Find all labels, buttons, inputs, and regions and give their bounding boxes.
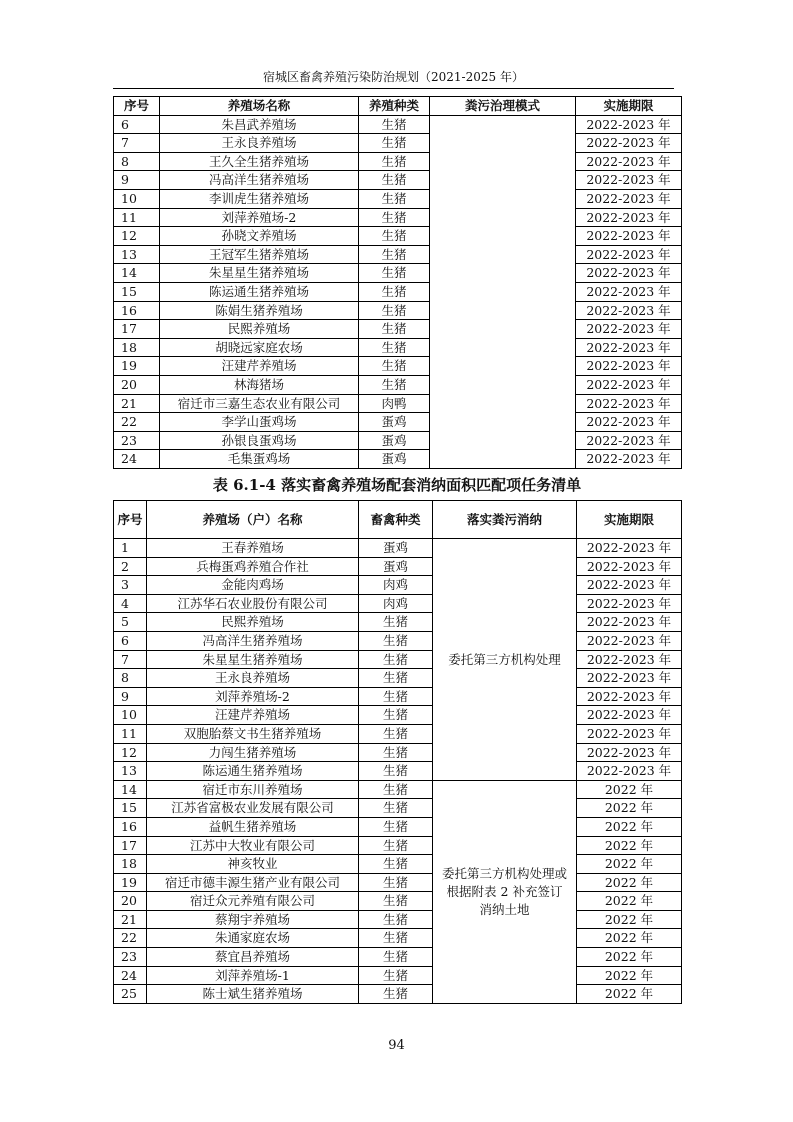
table-row	[114, 613, 682, 632]
implementation-period: 2022-2023 年	[577, 724, 682, 743]
measure-cell-third-party: 委托第三方机构处理	[433, 539, 577, 781]
row-number: 25	[114, 985, 147, 1004]
table-row	[114, 650, 682, 669]
farm-name: 宿迁市东川养殖场	[147, 780, 359, 799]
farm-name: 神亥牧业	[147, 855, 359, 874]
farm-name: 宿迁市德丰源生猪产业有限公司	[147, 873, 359, 892]
table-row	[114, 227, 682, 246]
table-row	[114, 576, 682, 595]
farm-name: 刘萍养殖场-2	[147, 687, 359, 706]
farm-name: 兵梅蛋鸡养殖合作社	[147, 557, 359, 576]
row-number: 8	[114, 152, 160, 171]
farm-name: 陈娟生猪养殖场	[160, 301, 359, 320]
row-number: 7	[114, 650, 147, 669]
livestock-type: 生猪	[359, 855, 433, 874]
row-number: 10	[114, 706, 147, 725]
implementation-period: 2022-2023 年	[576, 431, 682, 450]
livestock-type: 肉鸡	[359, 576, 433, 595]
table-row	[114, 245, 682, 264]
table-row	[114, 320, 682, 339]
table-row	[114, 189, 682, 208]
table-row	[114, 171, 682, 190]
table-row	[114, 687, 682, 706]
implementation-period: 2022-2023 年	[577, 687, 682, 706]
col-header-name: 养殖场（户）名称	[147, 501, 359, 539]
livestock-type: 生猪	[359, 320, 430, 339]
table-row	[114, 929, 682, 948]
row-number: 18	[114, 338, 160, 357]
row-number: 12	[114, 743, 147, 762]
livestock-type: 蛋鸡	[359, 539, 433, 558]
livestock-type: 生猪	[359, 817, 433, 836]
measure-cell-third-party-or-land: 委托第三方机构处理或根据附表 2 补充签订消纳土地	[433, 780, 577, 1003]
livestock-type: 生猪	[359, 189, 430, 208]
implementation-period: 2022-2023 年	[576, 134, 682, 153]
implementation-period: 2022-2023 年	[577, 706, 682, 725]
farm-name: 力闯生猪养殖场	[147, 743, 359, 762]
implementation-period: 2022-2023 年	[576, 320, 682, 339]
farm-name: 陈运通生猪养殖场	[147, 762, 359, 781]
farm-treatment-table	[113, 96, 682, 469]
table-row	[114, 594, 682, 613]
table-row	[114, 724, 682, 743]
row-number: 8	[114, 669, 147, 688]
col-header-measure: 落实粪污消纳	[433, 501, 577, 539]
implementation-period: 2022 年	[577, 929, 682, 948]
table-row	[114, 985, 682, 1004]
implementation-period: 2022 年	[577, 910, 682, 929]
col-header-period: 实施期限	[577, 501, 682, 539]
row-number: 19	[114, 357, 160, 376]
row-number: 22	[114, 929, 147, 948]
table-row	[114, 855, 682, 874]
farm-name: 朱昌武养殖场	[160, 115, 359, 134]
row-number: 20	[114, 375, 160, 394]
implementation-period: 2022-2023 年	[576, 394, 682, 413]
livestock-type: 生猪	[359, 227, 430, 246]
livestock-type: 生猪	[359, 282, 430, 301]
farm-name: 汪建芹养殖场	[147, 706, 359, 725]
farm-name: 江苏中大牧业有限公司	[147, 836, 359, 855]
farm-name: 林海猪场	[160, 375, 359, 394]
row-number: 9	[114, 687, 147, 706]
farm-name: 朱通家庭农场	[147, 929, 359, 948]
treatment-mode-cell	[430, 115, 576, 468]
livestock-type: 肉鸭	[359, 394, 430, 413]
implementation-period: 2022 年	[577, 836, 682, 855]
livestock-type: 生猪	[359, 910, 433, 929]
row-number: 5	[114, 613, 147, 632]
table-row	[114, 631, 682, 650]
table-row	[114, 134, 682, 153]
implementation-period: 2022-2023 年	[576, 227, 682, 246]
table-row	[114, 836, 682, 855]
col-header-no: 序号	[114, 501, 147, 539]
table-body	[114, 539, 682, 1004]
page-number: 94	[388, 1038, 405, 1053]
implementation-period: 2022 年	[577, 966, 682, 985]
farm-name: 陈运通生猪养殖场	[160, 282, 359, 301]
running-header: 宿城区畜禽养殖污染防治规划（2021-2025 年）	[263, 70, 524, 84]
livestock-type: 生猪	[359, 892, 433, 911]
farm-name: 李训虎生猪养殖场	[160, 189, 359, 208]
table-row	[114, 706, 682, 725]
farm-name: 江苏华石农业股份有限公司	[147, 594, 359, 613]
col-header-no: 序号	[114, 97, 160, 116]
implementation-period: 2022 年	[577, 817, 682, 836]
table-row	[114, 282, 682, 301]
farm-name: 刘萍养殖场-1	[147, 966, 359, 985]
table-row	[114, 208, 682, 227]
implementation-period: 2022-2023 年	[577, 613, 682, 632]
farm-name: 胡晓远家庭农场	[160, 338, 359, 357]
implementation-period: 2022 年	[577, 855, 682, 874]
livestock-type: 蛋鸡	[359, 450, 430, 469]
farm-name: 冯高洋生猪养殖场	[160, 171, 359, 190]
livestock-type: 生猪	[359, 706, 433, 725]
row-number: 14	[114, 264, 160, 283]
row-number: 13	[114, 245, 160, 264]
row-number: 15	[114, 282, 160, 301]
farm-name: 蔡宜昌养殖场	[147, 948, 359, 967]
livestock-type: 生猪	[359, 264, 430, 283]
livestock-type: 生猪	[359, 762, 433, 781]
row-number: 16	[114, 817, 147, 836]
row-number: 20	[114, 892, 147, 911]
row-number: 2	[114, 557, 147, 576]
col-header-mode: 粪污治理模式	[430, 97, 576, 116]
farm-name: 王久全生猪养殖场	[160, 152, 359, 171]
table-header-row	[114, 501, 682, 539]
table-row	[114, 152, 682, 171]
livestock-type: 生猪	[359, 799, 433, 818]
farm-name: 宿迁市三嘉生态农业有限公司	[160, 394, 359, 413]
livestock-type: 肉鸡	[359, 594, 433, 613]
implementation-period: 2022-2023 年	[576, 301, 682, 320]
implementation-period: 2022 年	[577, 799, 682, 818]
row-number: 24	[114, 966, 147, 985]
table-row	[114, 948, 682, 967]
farm-name: 金能肉鸡场	[147, 576, 359, 595]
row-number: 1	[114, 539, 147, 558]
livestock-type: 生猪	[359, 134, 430, 153]
livestock-type: 蛋鸡	[359, 413, 430, 432]
header-rule	[113, 88, 674, 89]
table-row	[114, 743, 682, 762]
table-row	[114, 115, 682, 134]
farm-name: 王冠军生猪养殖场	[160, 245, 359, 264]
table-row	[114, 966, 682, 985]
row-number: 9	[114, 171, 160, 190]
table-row	[114, 338, 682, 357]
livestock-type: 生猪	[359, 985, 433, 1004]
table-row	[114, 394, 682, 413]
livestock-type: 生猪	[359, 115, 430, 134]
livestock-type: 生猪	[359, 357, 430, 376]
livestock-type: 生猪	[359, 650, 433, 669]
table-row	[114, 431, 682, 450]
row-number: 11	[114, 208, 160, 227]
implementation-period: 2022-2023 年	[576, 189, 682, 208]
row-number: 4	[114, 594, 147, 613]
table-row	[114, 357, 682, 376]
livestock-type: 生猪	[359, 873, 433, 892]
implementation-period: 2022-2023 年	[576, 115, 682, 134]
table-row	[114, 799, 682, 818]
implementation-period: 2022-2023 年	[576, 375, 682, 394]
implementation-period: 2022-2023 年	[576, 152, 682, 171]
implementation-period: 2022-2023 年	[577, 576, 682, 595]
table-row	[114, 910, 682, 929]
livestock-type: 生猪	[359, 780, 433, 799]
implementation-period: 2022-2023 年	[577, 669, 682, 688]
implementation-period: 2022-2023 年	[576, 171, 682, 190]
farm-name: 刘萍养殖场-2	[160, 208, 359, 227]
row-number: 21	[114, 910, 147, 929]
farm-name: 民熙养殖场	[160, 320, 359, 339]
implementation-period: 2022-2023 年	[577, 557, 682, 576]
row-number: 16	[114, 301, 160, 320]
implementation-period: 2022 年	[577, 892, 682, 911]
livestock-type: 蛋鸡	[359, 431, 430, 450]
land-matching-table	[113, 500, 682, 1004]
table-row	[114, 301, 682, 320]
livestock-type: 生猪	[359, 743, 433, 762]
livestock-type: 生猪	[359, 245, 430, 264]
implementation-period: 2022 年	[577, 948, 682, 967]
implementation-period: 2022-2023 年	[577, 594, 682, 613]
row-number: 15	[114, 799, 147, 818]
table-row	[114, 375, 682, 394]
livestock-type: 蛋鸡	[359, 557, 433, 576]
farm-name: 朱星星生猪养殖场	[160, 264, 359, 283]
table-body	[114, 115, 682, 468]
table-row	[114, 762, 682, 781]
row-number: 6	[114, 631, 147, 650]
implementation-period: 2022-2023 年	[576, 357, 682, 376]
table-row	[114, 413, 682, 432]
implementation-period: 2022-2023 年	[577, 539, 682, 558]
row-number: 17	[114, 836, 147, 855]
row-number: 24	[114, 450, 160, 469]
row-number: 11	[114, 724, 147, 743]
farm-name: 王永良养殖场	[160, 134, 359, 153]
col-header-period: 实施期限	[576, 97, 682, 116]
livestock-type: 生猪	[359, 152, 430, 171]
table-header-row	[114, 97, 682, 116]
row-number: 12	[114, 227, 160, 246]
row-number: 22	[114, 413, 160, 432]
table-row	[114, 264, 682, 283]
farm-name: 宿迁众元养殖有限公司	[147, 892, 359, 911]
table-row	[114, 557, 682, 576]
livestock-type: 生猪	[359, 375, 430, 394]
row-number: 10	[114, 189, 160, 208]
farm-name: 王永良养殖场	[147, 669, 359, 688]
farm-name: 李学山蛋鸡场	[160, 413, 359, 432]
livestock-type: 生猪	[359, 966, 433, 985]
implementation-period: 2022-2023 年	[576, 338, 682, 357]
row-number: 19	[114, 873, 147, 892]
farm-name: 陈士斌生猪养殖场	[147, 985, 359, 1004]
implementation-period: 2022-2023 年	[576, 245, 682, 264]
livestock-type: 生猪	[359, 948, 433, 967]
table-row	[114, 892, 682, 911]
livestock-type: 生猪	[359, 687, 433, 706]
table-row	[114, 669, 682, 688]
implementation-period: 2022 年	[577, 780, 682, 799]
implementation-period: 2022-2023 年	[577, 743, 682, 762]
farm-name: 孙晓文养殖场	[160, 227, 359, 246]
farm-name: 孙银良蛋鸡场	[160, 431, 359, 450]
livestock-type: 生猪	[359, 836, 433, 855]
col-header-name: 养殖场名称	[160, 97, 359, 116]
row-number: 21	[114, 394, 160, 413]
table-row	[114, 817, 682, 836]
livestock-type: 生猪	[359, 301, 430, 320]
livestock-type: 生猪	[359, 631, 433, 650]
row-number: 18	[114, 855, 147, 874]
implementation-period: 2022-2023 年	[576, 208, 682, 227]
implementation-period: 2022-2023 年	[576, 264, 682, 283]
farm-name: 朱星星生猪养殖场	[147, 650, 359, 669]
table-row	[114, 780, 682, 799]
livestock-type: 生猪	[359, 208, 430, 227]
livestock-type: 生猪	[359, 613, 433, 632]
row-number: 14	[114, 780, 147, 799]
row-number: 23	[114, 948, 147, 967]
row-number: 13	[114, 762, 147, 781]
implementation-period: 2022-2023 年	[577, 650, 682, 669]
livestock-type: 生猪	[359, 724, 433, 743]
farm-name: 汪建芹养殖场	[160, 357, 359, 376]
row-number: 17	[114, 320, 160, 339]
row-number: 23	[114, 431, 160, 450]
table-caption: 表 6.1-4 落实畜禽养殖场配套消纳面积匹配项任务清单	[212, 476, 582, 494]
row-number: 6	[114, 115, 160, 134]
farm-name: 双胞胎蔡文书生猪养殖场	[147, 724, 359, 743]
livestock-type: 生猪	[359, 338, 430, 357]
table-row	[114, 873, 682, 892]
row-number: 3	[114, 576, 147, 595]
implementation-period: 2022 年	[577, 873, 682, 892]
implementation-period: 2022-2023 年	[576, 413, 682, 432]
implementation-period: 2022-2023 年	[576, 450, 682, 469]
farm-name: 冯高洋生猪养殖场	[147, 631, 359, 650]
table-row	[114, 539, 682, 558]
implementation-period: 2022-2023 年	[577, 762, 682, 781]
farm-name: 王春养殖场	[147, 539, 359, 558]
row-number: 7	[114, 134, 160, 153]
table-row	[114, 450, 682, 469]
livestock-type: 生猪	[359, 929, 433, 948]
farm-name: 毛集蛋鸡场	[160, 450, 359, 469]
farm-name: 民熙养殖场	[147, 613, 359, 632]
farm-name: 益帆生猪养殖场	[147, 817, 359, 836]
farm-name: 江苏省富极农业发展有限公司	[147, 799, 359, 818]
livestock-type: 生猪	[359, 171, 430, 190]
implementation-period: 2022-2023 年	[577, 631, 682, 650]
col-header-type: 养殖种类	[359, 97, 430, 116]
implementation-period: 2022-2023 年	[576, 282, 682, 301]
farm-name: 蔡翔宇养殖场	[147, 910, 359, 929]
col-header-type: 畜禽种类	[359, 501, 433, 539]
livestock-type: 生猪	[359, 669, 433, 688]
implementation-period: 2022 年	[577, 985, 682, 1004]
